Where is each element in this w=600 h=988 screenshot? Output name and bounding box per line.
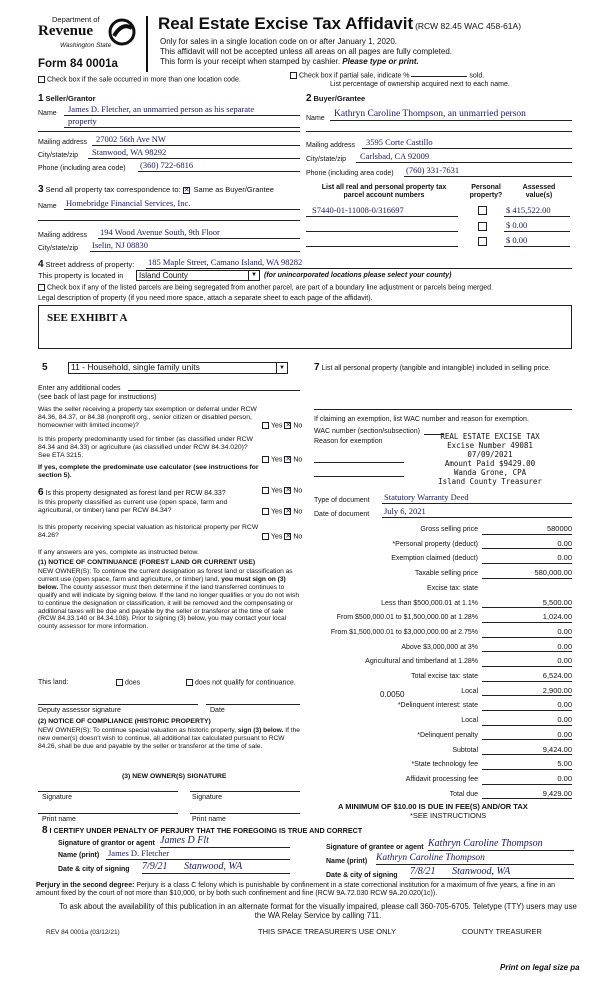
header-line2: This affidavit will not be accepted unless all areas on all pages are fully completed. — [160, 47, 453, 56]
buyer-blank-line — [306, 131, 572, 132]
see-instructions: *SEE INSTRUCTIONS — [410, 811, 487, 820]
form-number: Form 84 0001a — [38, 58, 118, 70]
q-forest: Is this property designated as forest land per RCW 84.33? — [45, 490, 226, 497]
doc-date-field[interactable]: July 6, 2021 — [382, 507, 572, 518]
forest-no-checkbox[interactable] — [284, 487, 291, 494]
this-land-label: This land: — [38, 679, 69, 686]
dept-line2: Revenue — [38, 23, 93, 39]
legal-label: Legal description of property (if you need more space, attach a separate sheet to each page of the affidavit). — [38, 295, 373, 302]
land-does-not-checkbox[interactable] — [186, 679, 193, 686]
personal-property-field[interactable] — [314, 409, 572, 410]
timber-no-checkbox[interactable] — [284, 456, 291, 463]
segregated-checkbox[interactable] — [38, 284, 45, 291]
county-select[interactable] — [136, 270, 260, 281]
corr-name-field[interactable]: Homebridge Financial Services, Inc. — [64, 199, 300, 210]
owner-signature-1-field[interactable] — [38, 791, 178, 792]
calc-row-label: From $1,500,000.01 to $3,000,000.00 at 2.75% — [330, 628, 478, 636]
q-forest-answer[interactable]: Yes ✕ No — [262, 487, 302, 495]
calc-row-label: *Delinquent interest: state — [397, 702, 478, 710]
section5-num: 5 — [42, 362, 48, 373]
calc-row-value[interactable]: 6,524.00 — [482, 672, 572, 682]
partial-sold-label: sold. — [469, 72, 485, 80]
corr-city-label: City/state/zip — [38, 245, 79, 252]
corr-name-label: Name — [38, 203, 57, 210]
grantor-city: Stanwood, WA — [184, 861, 243, 872]
calc-row-label: Subtotal — [452, 746, 478, 754]
correspondence-heading: 3 Send all property tax correspondence to: ✕ Same as Buyer/Grantee — [38, 184, 274, 196]
partial-sale-checkbox[interactable] — [290, 72, 297, 79]
owner-print-1-field[interactable] — [38, 813, 178, 814]
form-title-wrap — [158, 14, 521, 34]
personal-col-header: Personal property? — [469, 184, 503, 200]
grantor-date-city[interactable] — [142, 861, 290, 874]
calc-row-label: Exemption claimed (deduct) — [391, 555, 478, 563]
dept-line1: Department of — [52, 15, 100, 24]
partial-sale-label: Check box if partial sale, indicate % — [299, 72, 410, 80]
legal-description: SEE EXHIBIT A — [47, 312, 128, 324]
q-forest-row: 6 Is this property designated as forest land per RCW 84.33? — [38, 487, 226, 498]
located-label: This property is located in — [38, 271, 124, 280]
parcel-row-1-personal-checkbox[interactable] — [478, 206, 487, 215]
calc-row-value[interactable]: 0.00 — [482, 701, 572, 711]
seller-city-label: City/state/zip — [38, 152, 79, 159]
multi-location-label: Check box if the sale occurred in more than one location code. — [47, 76, 241, 84]
historic-no-checkbox[interactable] — [284, 533, 291, 540]
legal-size-note: Print on legal size pa — [500, 963, 580, 972]
calc-row-label: Taxable selling price — [414, 570, 478, 578]
seller-mailing-field[interactable]: 27002 56th Ave NW — [92, 135, 300, 146]
calc-row-value[interactable]: 5.00 — [482, 760, 572, 770]
grantee-date-city[interactable] — [410, 866, 574, 879]
parcel-col-header: List all real and personal property tax parcel account numbers — [321, 184, 447, 200]
parcel-row-2-value[interactable]: $ 0.00 — [504, 221, 570, 232]
segregated-label: Check box if any of the listed parcels are being segregated from another parcel, are part of a boundary line adjustment or parcels being merged. — [47, 284, 493, 292]
alt-format-notice: To ask about the availability of this publication in an alternate format for the visually impaired, please call 360-705-6705. Teletype (TTY) users may use the WA Relay Service by calling 711. — [59, 902, 577, 921]
calc-row-label: Excise tax: state — [427, 584, 478, 592]
grantor-date-label: Date & city of signing — [58, 866, 130, 873]
calc-row-value[interactable]: 0.00 — [482, 731, 572, 741]
notice2-text: NEW OWNER(S): To continue special valuation as historic property, sign (3) below. If the new owner(s) doesn't wish to continue, all additional tax calculated pursuant to RCW 84.26, shall be due and payable by the seller or transferor at the time of sale. — [38, 727, 300, 750]
seller-name-label: Name — [38, 110, 57, 117]
see-back-label: (see back of last page for instructions) — [38, 394, 157, 401]
calc-row-label: Local — [461, 717, 478, 725]
doc-type-label: Type of document — [314, 497, 370, 504]
parcel-row-3-number[interactable] — [306, 237, 458, 247]
perjury-notice: Perjury in the second degree: Perjury is a class C felony which is punishable by confinement in a state correctional institution for a maximum of five years, a fine in an amount fixed by the court of not more than $10,000, or by both such confinement and fine (RCW 9A.72.030 RCW 9A.20.020(1c)). — [36, 882, 556, 898]
dept-line3: Washington State — [60, 42, 112, 49]
calc-row-label: Total excise tax: state — [411, 673, 478, 680]
buyer-city-label: City/state/zip — [306, 156, 347, 163]
owner-sig-label-2: Signature — [192, 794, 222, 801]
parcel-row-2-personal-checkbox[interactable] — [478, 222, 487, 231]
calc-row-value[interactable]: 0.00 — [482, 554, 572, 564]
calc-row-value[interactable]: 0.00 — [482, 775, 572, 785]
corr-blank-line — [38, 220, 300, 221]
county-value: Island County — [139, 271, 188, 280]
forest-yes-checkbox[interactable] — [262, 487, 269, 494]
reason-label: Reason for exemption — [314, 438, 383, 445]
section7-heading: 7 List all personal property (tangible and intangible) included in selling price. — [314, 362, 551, 373]
additional-codes-field[interactable] — [128, 390, 300, 391]
buyer-phone-field[interactable]: (760) 331-7631 — [404, 166, 572, 177]
header-instructions — [160, 37, 452, 67]
parcel-row-2-number[interactable] — [306, 222, 458, 232]
notice1-title: (1) NOTICE OF CONTINUANCE (FOREST LAND OR CURRENT USE) — [38, 559, 256, 566]
land-use-value: 11 - Household, single family units — [71, 362, 200, 372]
exemption-no-checkbox[interactable] — [284, 422, 291, 429]
seller-phone-field[interactable]: (360) 722-6816 — [138, 161, 300, 172]
calc-row-label: *Personal property (deduct) — [392, 540, 478, 548]
seller-mailing-label: Mailing address — [38, 139, 88, 146]
corr-city-field[interactable]: Iselin, NJ 08830 — [90, 241, 300, 252]
seller-name-line1: James D. Fletcher, an unmarried person as his separate — [64, 105, 300, 116]
q-current-use-answer[interactable]: Yes ✕ No — [262, 508, 302, 516]
owner-print-label-1: Print name — [42, 816, 76, 823]
owner-sig-label-1: Signature — [42, 794, 72, 801]
buyer-mailing-label: Mailing address — [306, 142, 356, 149]
calc-row-label: From $500,000.01 to $1,500,000.00 at 1.28% — [336, 614, 478, 622]
calc-row-label: Less than $500,000.01 at 1.1% — [381, 599, 478, 607]
parcel-row-3-personal-checkbox[interactable] — [478, 237, 487, 246]
street-row: 4 Street address of property: — [38, 259, 135, 270]
legal-description-box[interactable] — [38, 305, 572, 349]
stamp-line6: Island County Treasurer — [438, 477, 542, 486]
stamp-line5: Wanda Grone, CPA — [453, 468, 527, 477]
grantee-name-label: Name (print) — [326, 858, 368, 865]
calc-row-label: Gross selling price — [420, 526, 478, 533]
parcel-row-3-value[interactable]: $ 0.00 — [504, 236, 570, 247]
grantee-city: Stanwood, WA — [452, 866, 511, 877]
segregated-check[interactable] — [38, 284, 493, 292]
stamp-line2: Excise Number 49081 — [447, 441, 533, 450]
grantor-name[interactable]: James D. Fletcher — [106, 849, 290, 860]
grantor-signature[interactable]: James D Flt — [160, 835, 290, 848]
rev-number: REV 84 0001a (03/12/21) — [46, 929, 120, 936]
grantor-sig-label: Signature of grantor or agent — [58, 840, 155, 847]
stamp-line4: Amount Paid $9429.00 — [444, 459, 536, 468]
seller-name-line2: property — [64, 117, 300, 128]
reason-field-2[interactable] — [314, 476, 404, 477]
owner-print-label-2: Print name — [192, 816, 226, 823]
partial-sale-percent[interactable] — [411, 76, 467, 77]
land-does-not-check[interactable]: does not qualify for continuance. — [186, 679, 296, 687]
chevron-down-icon: ▼ — [248, 271, 259, 280]
seller-city-field[interactable]: Stanwood, WA 98292 — [88, 148, 300, 159]
buyer-mailing-field[interactable]: 3595 Corte Castillo — [362, 138, 572, 149]
deputy-date-field[interactable] — [206, 704, 300, 705]
reason-field-1[interactable] — [314, 462, 404, 463]
calc-row-value[interactable]: 580000 — [482, 525, 572, 535]
multi-location-checkbox[interactable] — [38, 76, 45, 83]
multi-location-check[interactable] — [38, 76, 241, 84]
calc-row-value[interactable]: 0.00 — [482, 643, 572, 653]
additional-codes-label: Enter any additional codes — [38, 385, 121, 392]
same-as-buyer-checkbox[interactable] — [183, 187, 190, 194]
calc-row-label: Local — [461, 687, 478, 695]
owner-print-2-field[interactable] — [190, 813, 300, 814]
calc-row-label: *State technology fee — [411, 761, 478, 769]
street-label: Street address of property: — [45, 260, 135, 269]
q-exemption: Was the seller receiving a property tax exemption or deferral under RCW 84.36, 84.37, or 84.38 (nonprofit org., senior citizen or disabled person, homeowner with limited income)? — [38, 406, 257, 429]
header-divider — [146, 16, 148, 72]
percentage-note: List percentage of ownership acquired next to each name. — [330, 81, 510, 88]
q-historic-answer[interactable]: Yes ✕ No — [262, 533, 302, 541]
calc-row-value[interactable]: 0.00 — [482, 628, 572, 638]
street-field[interactable]: 185 Maple Street, Camano Island, WA 98282 — [146, 258, 572, 269]
header-line3a: This form is your receipt when stamped by cashier. — [160, 57, 343, 66]
calc-row-label: *Delinquent penalty — [417, 731, 478, 739]
rcw-reference: (RCW 82.45 WAC 458-61A) — [415, 21, 522, 31]
exemption-note: If claiming an exemption, list WAC number and reason for exemption. — [314, 416, 529, 423]
form-title: Real Estate Excise Tax Affidavit — [158, 14, 414, 33]
buyer-name-label: Name — [306, 115, 325, 122]
grantee-sig-label: Signature of grantee or agent — [326, 844, 424, 851]
stamp-line1: REAL ESTATE EXCISE TAX — [440, 432, 540, 441]
buyer-name-field[interactable]: Kathryn Caroline Thompson, an unmarried person — [330, 109, 572, 121]
grantor-name-label: Name (print) — [58, 852, 100, 859]
buyer-city-field[interactable]: Carlsbad, CA 92009 — [356, 152, 572, 163]
notice2-title: (2) NOTICE OF COMPLIANCE (HISTORIC PROPERTY) — [38, 718, 211, 725]
calc-row-label: Agricultural and timberland at 1.28% — [365, 658, 478, 666]
land-does-checkbox[interactable] — [116, 679, 123, 686]
calc-row-value[interactable]: 0.00 — [482, 716, 572, 726]
buyer-heading: 2 Buyer/Grantee — [306, 93, 366, 104]
treasurer-stamp — [412, 432, 568, 486]
grantee-signature[interactable]: Kathryn Caroline Thompson — [428, 838, 574, 851]
calc-row-value[interactable]: 5,500.00 — [482, 599, 572, 609]
partial-sale-check[interactable] — [290, 72, 484, 80]
exemption-yes-checkbox[interactable] — [262, 422, 269, 429]
owner-signature-2-field[interactable] — [190, 791, 300, 792]
notice3-title: (3) NEW OWNER(S) SIGNATURE — [122, 773, 227, 780]
doc-type-field[interactable]: Statutory Warranty Deed — [382, 493, 572, 504]
assessed-col-header: Assessed value(s) — [522, 184, 556, 200]
calc-row-label: Total due — [449, 790, 478, 798]
minimum-note: A MINIMUM OF $10.00 IS DUE IN FEE(S) AND/OR TAX — [338, 802, 528, 811]
revenue-swoosh-icon — [108, 18, 136, 46]
calc-row-value[interactable]: 9,429.00 — [482, 790, 572, 800]
parcel-row-1-value[interactable]: $ 415,522.00 — [504, 206, 570, 217]
land-does-check[interactable]: does — [116, 679, 140, 687]
corr-mailing-label: Mailing address — [38, 232, 88, 239]
q-timber-note: If yes, complete the predominate use calculator (see instructions for section 5). — [38, 464, 259, 479]
timber-yes-checkbox[interactable] — [262, 456, 269, 463]
revenue-logo — [38, 16, 138, 58]
calc-row-value[interactable]: 0.00 — [482, 540, 572, 550]
notice1-text: NEW OWNER(S): To continue the current designation as forest land or classification as current use (open space, farm and agriculture, or timber) land, you must sign on (3) below. The county assessor must then determine if the land transferred continues to qualify and will indicate by signing below. If the land no longer qualifies or you do not wish to continue the designation or classification, it will be removed and the compensating or additional taxes will be due and payable by the seller or transferor at the time of sale (RCW 84.33.140 or 84.34.108). Prior to signing (3) below, you may contact your local county assessor for more information. — [38, 568, 299, 631]
current-use-no-checkbox[interactable] — [284, 508, 291, 515]
deputy-sig-label: Deputy assessor signature — [38, 707, 121, 714]
calc-row-value[interactable]: 2,900.00 — [482, 687, 572, 697]
land-use-select[interactable] — [68, 362, 288, 374]
wac-label: WAC number (section/subsection) — [314, 428, 420, 435]
doc-date-label: Date of document — [314, 511, 370, 518]
chevron-down-icon: ▼ — [276, 363, 287, 373]
certify-row: 8 I CERTIFY UNDER PENALTY OF PERJURY THAT THE FOREGOING IS TRUE AND CORRECT — [42, 825, 363, 836]
q-current-use: Is this property classified as current use (open space, farm and agricultural, or timber) land per RCW 84.34? — [38, 499, 228, 514]
corr-mailing-field[interactable]: 194 Wood Avenue South, 9th Floor — [98, 228, 300, 239]
section6-instructions: If any answers are yes, complete as instructed below. — [38, 549, 199, 556]
grantee-date-label: Date & city of signing — [326, 872, 398, 879]
calc-row-value[interactable]: 580,000.00 — [482, 569, 572, 579]
seller-phone-label: Phone (including area code) — [38, 165, 126, 172]
grantor-date: 7/9/21 — [142, 861, 168, 872]
current-use-yes-checkbox[interactable] — [262, 508, 269, 515]
calc-row-value[interactable]: 0.00 — [482, 657, 572, 667]
q-historic: Is this property receiving special valuation as historical property per RCW 84.26? — [38, 524, 259, 539]
seller-blank-line — [38, 131, 300, 132]
q-exemption-answer[interactable]: Yes ✕ No — [262, 422, 302, 430]
deputy-signature-field[interactable] — [38, 704, 198, 705]
calc-row-label: Affidavit processing fee — [405, 775, 478, 783]
stamp-line3: 07/09/2021 — [467, 450, 513, 459]
calc-row-label: Above $3,000,000 at 3% — [401, 643, 478, 651]
header-line3b: Please type or print. — [342, 57, 419, 66]
header-line1: Only for sales in a single location code on or after January 1, 2020. — [160, 37, 398, 46]
grantee-date: 7/8/21 — [410, 866, 436, 877]
q-timber-answer[interactable]: Yes ✕ No — [262, 456, 302, 464]
parcel-row-1-number[interactable]: S7440-01-11008-0/316697 — [306, 206, 458, 217]
calc-row-value[interactable]: 1,024.00 — [482, 613, 572, 623]
seller-heading: 1 Seller/Grantor — [38, 93, 96, 104]
seller-name-field[interactable] — [64, 105, 300, 128]
historic-yes-checkbox[interactable] — [262, 533, 269, 540]
deputy-date-label: Date — [210, 707, 225, 714]
grantee-name[interactable]: Kathryn Caroline Thompson — [376, 853, 574, 865]
q-timber: Is this property predominantly used for timber (as classified under RCW 84.34 and 84.33) or agriculture (as classified under RCW 84.34.020)? See ETA 3215. — [38, 436, 253, 459]
local-rate: 0.0050 — [380, 690, 405, 699]
county-treasurer: COUNTY TREASURER — [462, 927, 542, 936]
buyer-phone-label: Phone (including area code) — [306, 170, 394, 177]
calc-row-value[interactable]: 9,424.00 — [482, 746, 572, 756]
treasurer-only: THIS SPACE TREASURER'S USE ONLY — [258, 927, 397, 936]
county-note: (for unincorporated locations please select your county) — [264, 272, 452, 279]
